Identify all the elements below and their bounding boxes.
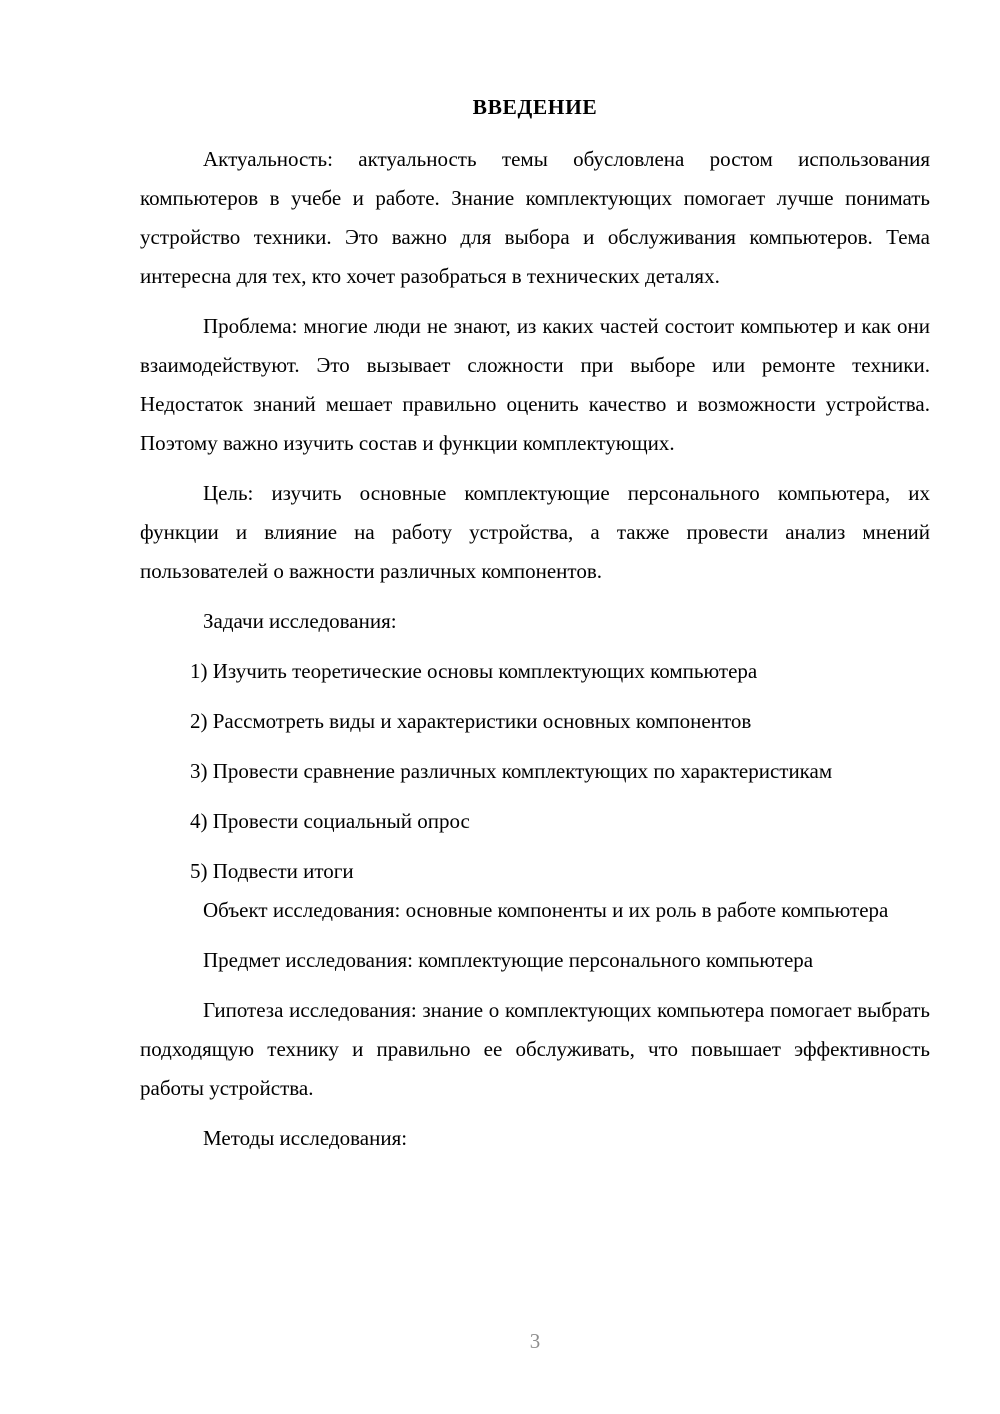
- paragraph-relevance: Актуальность: актуальность темы обусловлена ростом использования компьютеров в учебе и работе. Знание комплектующих помогает лучше понимать устройство техники. Это важно для выбора и обслуживания компьютеров. Тема интересна для тех, кто хочет разобраться в технических деталях.: [140, 147, 930, 289]
- task-item-2: 2) Рассмотреть виды и характеристики основных компонентов: [190, 709, 752, 734]
- paragraph-object: Объект исследования: основные компоненты и их роль в работе компьютера: [203, 898, 889, 923]
- task-item-1: 1) Изучить теоретические основы комплектующих компьютера: [190, 659, 758, 684]
- task-item-4: 4) Провести социальный опрос: [190, 809, 470, 834]
- page-title: ВВЕДЕНИЕ: [472, 95, 598, 119]
- task-item-5: 5) Подвести итоги: [190, 859, 354, 884]
- paragraph-problem: Проблема: многие люди не знают, из каких частей состоит компьютер и как они взаимодействуют. Это вызывает сложности при выборе или ремонте техники. Недостаток знаний мешает правильно оценить качество и возможности устройства. Поэтому важно изучить состав и функции комплектующих.: [140, 314, 930, 456]
- tasks-lead-in: Задачи исследования:: [203, 609, 397, 634]
- paragraph-hypothesis: Гипотеза исследования: знание о комплектующих компьютера помогает выбрать подходящую технику и правильно ее обслуживать, что повышает эффективность работы устройства.: [140, 998, 930, 1101]
- page-number: 3: [529, 1329, 541, 1353]
- paragraph-goal: Цель: изучить основные комплектующие персонального компьютера, их функции и влияние на работу устройства, а также провести анализ мнений пользователей о важности различных компонентов.: [140, 481, 930, 584]
- task-item-3: 3) Провести сравнение различных комплектующих по характеристикам: [190, 759, 833, 784]
- methods-lead-in: Методы исследования:: [203, 1126, 408, 1151]
- page-content: [140, 0, 930, 1158]
- paragraph-subject: Предмет исследования: комплектующие персонального компьютера: [203, 948, 814, 973]
